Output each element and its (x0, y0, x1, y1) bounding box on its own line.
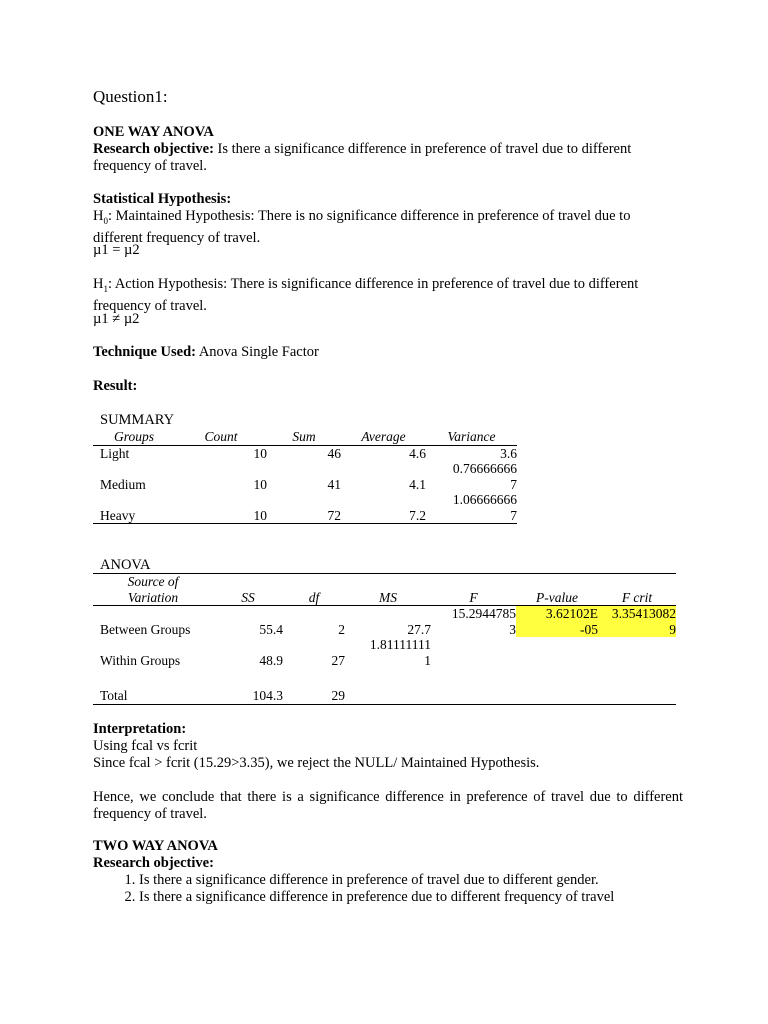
technique-used: Technique Used: Anova Single Factor (93, 344, 319, 360)
h1-formula: µ1 ≠ µ2 (93, 311, 140, 327)
h1-statement: $H_1$: Action Hypothesis: There is significance difference in preference of travel due to different frequency of travel. (93, 276, 639, 314)
col-variance: Variance (447, 429, 496, 444)
two-way-heading: TWO WAY ANOVA (93, 838, 218, 854)
interpretation-heading: Interpretation: (93, 721, 187, 737)
anova-header-row-1: Source of (127, 574, 179, 589)
result-label: Result: (93, 378, 138, 394)
table-row: 1.06666666 (452, 492, 517, 507)
f-crit-highlight: 3.35413082 (598, 606, 676, 622)
col-groups: Groups (113, 429, 154, 444)
h0-formula: µ1 = µ2 (93, 242, 140, 258)
summary-header-row (93, 429, 517, 445)
list-item: 1. Is there a significance difference in preference of travel due to different gender. (139, 872, 683, 889)
table-row: Medium 10 41 4.1 7 (100, 476, 517, 492)
summary-title: SUMMARY (100, 412, 175, 428)
table-row: Light 10 46 4.6 3.6 (100, 445, 517, 461)
one-way-heading: ONE WAY ANOVA (93, 124, 214, 140)
table-row: Between Groups 55.4 2 27.7 3 -05 9 (100, 621, 676, 637)
interpretation-line-2: Since fcal > fcrit (15.29>3.35), we reject the NULL/ Maintained Hypothesis. (93, 755, 540, 771)
hypothesis-heading: Statistical Hypothesis: (93, 191, 232, 207)
question-title: Question1: (93, 87, 168, 106)
two-way-objectives (93, 872, 683, 906)
table-row: 0.76666666 (452, 461, 517, 476)
anova-table (93, 573, 676, 705)
list-item: 2. Is there a significance difference in preference due to different frequency of travel (139, 889, 683, 906)
interpretation-line-1: Using fcal vs fcrit (93, 738, 198, 754)
research-objective: Research objective: Is there a significance difference in preference of travel due to different frequency of travel. (93, 141, 632, 174)
table-row: Total 104.3 29 (93, 688, 676, 704)
table-row: 15.2944785 3.62102E 3.35413082 (451, 606, 676, 621)
table-row: 1.81111111 (369, 637, 431, 652)
col-count: Count (204, 429, 238, 444)
summary-table (93, 429, 517, 524)
anova-title: ANOVA (100, 557, 151, 573)
anova-header-row-2: Variation SS df MS F P-value F crit (93, 590, 676, 606)
conclusion: Hence, we conclude that there is a significance difference in preference of travel due to different frequency of travel. (93, 789, 683, 822)
table-row: Within Groups 48.9 27 1 (100, 652, 431, 668)
col-sum: Sum (292, 429, 316, 444)
table-row: Heavy 10 72 7.2 7 (93, 508, 517, 524)
col-average: Average (361, 429, 406, 444)
p-value-highlight: 3.62102E (516, 606, 598, 622)
two-way-objective-label: Research objective: (93, 855, 214, 871)
h0-statement: $H_0$: Maintained Hypothesis: There is no significance difference in preference of travel due to different frequency of travel. (93, 208, 631, 246)
